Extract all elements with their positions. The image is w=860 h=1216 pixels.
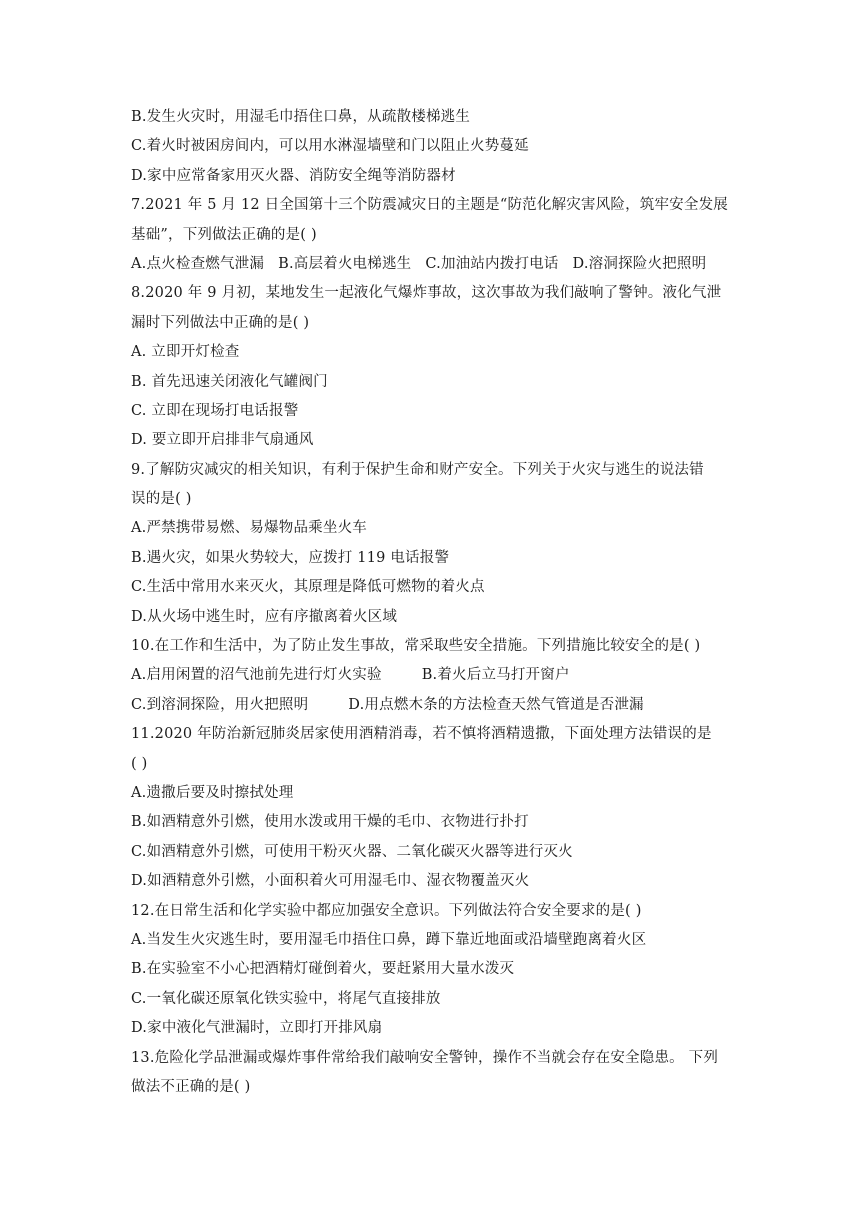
document-page (131, 103, 751, 1102)
option-9a: A.严禁携带易燃、易爆物品乘坐火车 (131, 520, 367, 537)
question-8-stem-cont: 漏时下列做法中正确的是( ) (131, 314, 310, 331)
question-13-stem-cont: 做法不正确的是( ) (131, 1078, 251, 1095)
option-10b: B.着火后立马打开窗户 (421, 667, 570, 684)
question-8-stem: 8.2020 年 9 月初，某地发生一起液化气爆炸事故，这次事故为我们敲响了警钟。液化气泄 (131, 285, 722, 302)
option-12b: B.在实验室不小心把酒精灯碰倒着火，要赶紧用大量水泼灭 (131, 961, 515, 978)
option-11d: D.如酒精意外引燃，小面积着火可用湿毛巾、湿衣物覆盖灭火 (131, 873, 530, 890)
option-6d: D.家中应常备家用灭火器、消防安全绳等消防器材 (131, 167, 456, 184)
option-9b: B.遇火灾，如果火势较大，应拨打 119 电话报警 (131, 549, 450, 566)
question-13-stem: 13.危险化学品泄漏或爆炸事件常给我们敲响安全警钟，操作不当就会存在安全隐患。 下列 (131, 1049, 719, 1066)
question-11-stem-cont: ( ) (131, 755, 148, 772)
question-10-stem: 10.在工作和生活中，为了防止发生事故，常采取些安全措施。下列措施比较安全的是( ) (131, 638, 701, 655)
option-7c: C.加油站内拨打电话 (425, 255, 559, 272)
option-6c: C.着火时被困房间内，可以用水淋湿墙壁和门以阻止火势蔓延 (131, 138, 529, 155)
question-11-stem: 11.2020 年防治新冠肺炎居家使用酒精消毒，若不慎将酒精遗撒，下面处理方法错误的是 (131, 726, 712, 743)
option-12c: C.一氧化碳还原氧化铁实验中，将尾气直接排放 (131, 990, 441, 1007)
option-10d: D.用点燃木条的方法检查天然气管道是否泄漏 (348, 696, 644, 713)
question-7-stem: 7.2021 年 5 月 12 日全国第十三个防震减灾日的主题是“防范化解灾害风险，筑牢安全发展 (131, 197, 728, 214)
question-9-stem: 9.了解防灾减灾的相关知识，有利于保护生命和财产安全。下列关于火灾与逃生的说法错 (131, 461, 704, 478)
option-7a: A.点火检查燃气泄漏 (131, 255, 265, 272)
question-10-options-ab (131, 661, 751, 690)
option-8c: C. 立即在现场打电话报警 (131, 402, 299, 419)
question-7-options (131, 250, 751, 279)
option-8b: B. 首先迅速关闭液化气罐阀门 (131, 373, 328, 390)
option-9d: D.从火场中逃生时，应有序撤离着火区域 (131, 608, 398, 625)
question-12-stem: 12.在日常生活和化学实验中都应加强安全意识。下列做法符合安全要求的是( ) (131, 902, 642, 919)
option-12a: A.当发生火灾逃生时，要用湿毛巾捂住口鼻，蹲下靠近地面或沿墙壁跑离着火区 (131, 931, 647, 948)
option-8d: D. 要立即开启排非气扇通风 (131, 432, 314, 449)
option-11b: B.如酒精意外引燃，使用水泼或用干燥的毛巾、衣物进行扑打 (131, 814, 529, 831)
option-10a: A.启用闲置的沼气池前先进行灯火实验 (131, 667, 382, 684)
option-7d: D.溶洞探险火把照明 (572, 255, 707, 272)
question-9-stem-cont: 误的是( ) (131, 491, 192, 508)
option-7b: B.高层着火电梯逃生 (278, 255, 412, 272)
question-10-options-cd (131, 691, 751, 720)
option-8a: A. 立即开灯检查 (131, 344, 240, 361)
option-10c: C.到溶洞探险，用火把照明 (131, 696, 309, 713)
option-9c: C.生活中常用水来灭火，其原理是降低可燃物的着火点 (131, 579, 485, 596)
option-6b: B.发生火灾时，用湿毛巾捂住口鼻，从疏散楼梯逃生 (131, 109, 471, 125)
option-11a: A.遗撒后要及时擦拭处理 (131, 784, 294, 801)
option-12d: D.家中液化气泄漏时，立即打开排风扇 (131, 1020, 383, 1037)
option-11c: C.如酒精意外引燃，可使用干粉灭火器、二氧化碳灭火器等进行灭火 (131, 843, 573, 860)
question-7-stem-cont: 基础”，下列做法正确的是( ) (131, 226, 317, 243)
